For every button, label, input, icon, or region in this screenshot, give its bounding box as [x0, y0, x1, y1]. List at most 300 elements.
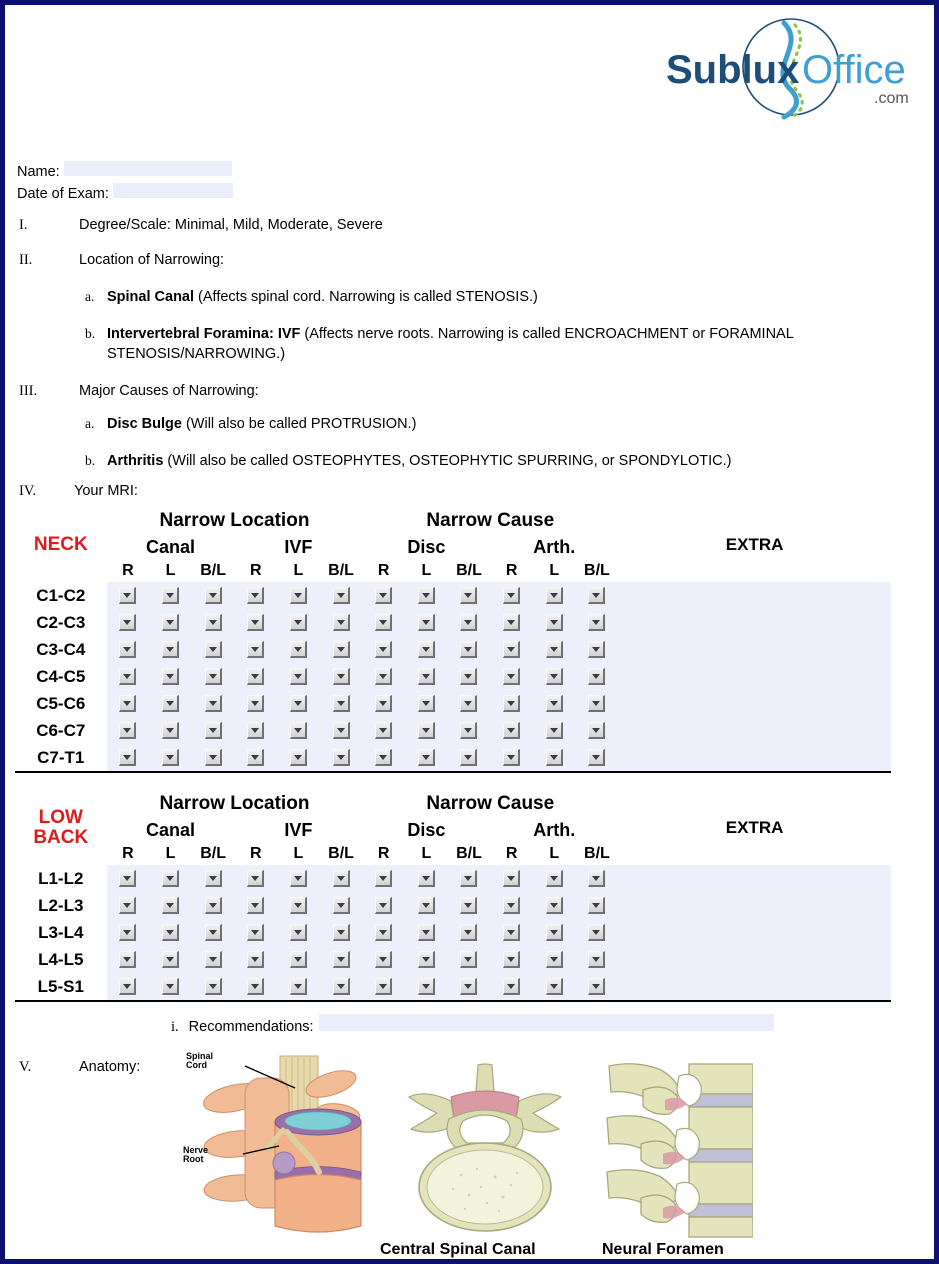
- chevron-down-icon[interactable]: [205, 722, 222, 739]
- chevron-down-icon[interactable]: [162, 951, 179, 968]
- chevron-down-icon[interactable]: [375, 722, 392, 739]
- chevron-down-icon[interactable]: [290, 951, 307, 968]
- chevron-down-icon[interactable]: [375, 695, 392, 712]
- grade-dropdown-cell[interactable]: [576, 744, 619, 772]
- chevron-down-icon[interactable]: [588, 641, 605, 658]
- chevron-down-icon[interactable]: [460, 668, 477, 685]
- grade-dropdown-cell[interactable]: [277, 609, 320, 636]
- grade-dropdown-cell[interactable]: [234, 865, 277, 892]
- chevron-down-icon[interactable]: [333, 978, 350, 995]
- grade-dropdown-cell[interactable]: [405, 663, 448, 690]
- grade-dropdown-cell[interactable]: [192, 865, 235, 892]
- grade-dropdown-cell[interactable]: [277, 892, 320, 919]
- chevron-down-icon[interactable]: [247, 897, 264, 914]
- grade-dropdown-cell[interactable]: [362, 744, 405, 772]
- grade-dropdown-cell[interactable]: [362, 865, 405, 892]
- chevron-down-icon[interactable]: [375, 614, 392, 631]
- grade-dropdown-cell[interactable]: [448, 717, 491, 744]
- grade-dropdown-cell[interactable]: [576, 946, 619, 973]
- chevron-down-icon[interactable]: [375, 978, 392, 995]
- grade-dropdown-cell[interactable]: [362, 582, 405, 609]
- chevron-down-icon[interactable]: [205, 897, 222, 914]
- grade-dropdown-cell[interactable]: [149, 717, 192, 744]
- grade-dropdown-cell[interactable]: [234, 609, 277, 636]
- chevron-down-icon[interactable]: [162, 695, 179, 712]
- chevron-down-icon[interactable]: [460, 978, 477, 995]
- grade-dropdown-cell[interactable]: [320, 919, 363, 946]
- grade-dropdown-cell[interactable]: [149, 636, 192, 663]
- chevron-down-icon[interactable]: [119, 587, 136, 604]
- grade-dropdown-cell[interactable]: [149, 919, 192, 946]
- grade-dropdown-cell[interactable]: [405, 865, 448, 892]
- chevron-down-icon[interactable]: [546, 668, 563, 685]
- grade-dropdown-cell[interactable]: [234, 973, 277, 1001]
- recommendations-input[interactable]: [319, 1014, 774, 1031]
- grade-dropdown-cell[interactable]: [576, 663, 619, 690]
- grade-dropdown-cell[interactable]: [490, 582, 533, 609]
- grade-dropdown-cell[interactable]: [107, 717, 150, 744]
- grade-dropdown-cell[interactable]: [107, 690, 150, 717]
- grade-dropdown-cell[interactable]: [448, 919, 491, 946]
- chevron-down-icon[interactable]: [162, 870, 179, 887]
- grade-dropdown-cell[interactable]: [448, 636, 491, 663]
- chevron-down-icon[interactable]: [247, 587, 264, 604]
- chevron-down-icon[interactable]: [290, 749, 307, 766]
- chevron-down-icon[interactable]: [333, 614, 350, 631]
- chevron-down-icon[interactable]: [247, 614, 264, 631]
- chevron-down-icon[interactable]: [588, 668, 605, 685]
- grade-dropdown-cell[interactable]: [405, 609, 448, 636]
- chevron-down-icon[interactable]: [418, 749, 435, 766]
- chevron-down-icon[interactable]: [418, 924, 435, 941]
- chevron-down-icon[interactable]: [503, 978, 520, 995]
- chevron-down-icon[interactable]: [460, 951, 477, 968]
- grade-dropdown-cell[interactable]: [149, 946, 192, 973]
- grade-dropdown-cell[interactable]: [490, 865, 533, 892]
- chevron-down-icon[interactable]: [588, 749, 605, 766]
- chevron-down-icon[interactable]: [162, 897, 179, 914]
- grade-dropdown-cell[interactable]: [533, 663, 576, 690]
- chevron-down-icon[interactable]: [119, 924, 136, 941]
- grade-dropdown-cell[interactable]: [320, 690, 363, 717]
- chevron-down-icon[interactable]: [460, 641, 477, 658]
- grade-dropdown-cell[interactable]: [320, 717, 363, 744]
- grade-dropdown-cell[interactable]: [490, 690, 533, 717]
- grade-dropdown-cell[interactable]: [490, 636, 533, 663]
- grade-dropdown-cell[interactable]: [576, 865, 619, 892]
- grade-dropdown-cell[interactable]: [107, 582, 150, 609]
- chevron-down-icon[interactable]: [546, 897, 563, 914]
- grade-dropdown-cell[interactable]: [533, 609, 576, 636]
- chevron-down-icon[interactable]: [162, 614, 179, 631]
- grade-dropdown-cell[interactable]: [107, 636, 150, 663]
- grade-dropdown-cell[interactable]: [405, 636, 448, 663]
- chevron-down-icon[interactable]: [503, 641, 520, 658]
- extra-notes-cell[interactable]: [618, 582, 891, 609]
- chevron-down-icon[interactable]: [247, 951, 264, 968]
- chevron-down-icon[interactable]: [162, 749, 179, 766]
- grade-dropdown-cell[interactable]: [277, 636, 320, 663]
- chevron-down-icon[interactable]: [546, 695, 563, 712]
- grade-dropdown-cell[interactable]: [320, 946, 363, 973]
- chevron-down-icon[interactable]: [503, 668, 520, 685]
- chevron-down-icon[interactable]: [503, 924, 520, 941]
- grade-dropdown-cell[interactable]: [192, 946, 235, 973]
- grade-dropdown-cell[interactable]: [277, 690, 320, 717]
- grade-dropdown-cell[interactable]: [405, 973, 448, 1001]
- chevron-down-icon[interactable]: [460, 695, 477, 712]
- chevron-down-icon[interactable]: [162, 668, 179, 685]
- grade-dropdown-cell[interactable]: [192, 717, 235, 744]
- chevron-down-icon[interactable]: [460, 587, 477, 604]
- grade-dropdown-cell[interactable]: [362, 717, 405, 744]
- grade-dropdown-cell[interactable]: [107, 919, 150, 946]
- grade-dropdown-cell[interactable]: [320, 892, 363, 919]
- chevron-down-icon[interactable]: [503, 951, 520, 968]
- grade-dropdown-cell[interactable]: [448, 865, 491, 892]
- grade-dropdown-cell[interactable]: [107, 865, 150, 892]
- chevron-down-icon[interactable]: [119, 749, 136, 766]
- grade-dropdown-cell[interactable]: [490, 973, 533, 1001]
- chevron-down-icon[interactable]: [290, 722, 307, 739]
- chevron-down-icon[interactable]: [418, 695, 435, 712]
- grade-dropdown-cell[interactable]: [448, 663, 491, 690]
- grade-dropdown-cell[interactable]: [362, 663, 405, 690]
- grade-dropdown-cell[interactable]: [277, 919, 320, 946]
- chevron-down-icon[interactable]: [119, 695, 136, 712]
- grade-dropdown-cell[interactable]: [576, 892, 619, 919]
- chevron-down-icon[interactable]: [290, 695, 307, 712]
- grade-dropdown-cell[interactable]: [192, 582, 235, 609]
- chevron-down-icon[interactable]: [418, 870, 435, 887]
- extra-notes-cell[interactable]: [618, 919, 891, 946]
- chevron-down-icon[interactable]: [460, 614, 477, 631]
- extra-notes-cell[interactable]: [618, 663, 891, 690]
- grade-dropdown-cell[interactable]: [277, 717, 320, 744]
- chevron-down-icon[interactable]: [119, 978, 136, 995]
- chevron-down-icon[interactable]: [546, 978, 563, 995]
- grade-dropdown-cell[interactable]: [234, 892, 277, 919]
- grade-dropdown-cell[interactable]: [448, 946, 491, 973]
- grade-dropdown-cell[interactable]: [533, 717, 576, 744]
- grade-dropdown-cell[interactable]: [277, 973, 320, 1001]
- grade-dropdown-cell[interactable]: [107, 892, 150, 919]
- grade-dropdown-cell[interactable]: [149, 973, 192, 1001]
- chevron-down-icon[interactable]: [333, 695, 350, 712]
- chevron-down-icon[interactable]: [333, 951, 350, 968]
- grade-dropdown-cell[interactable]: [234, 636, 277, 663]
- chevron-down-icon[interactable]: [333, 722, 350, 739]
- chevron-down-icon[interactable]: [503, 897, 520, 914]
- chevron-down-icon[interactable]: [290, 668, 307, 685]
- chevron-down-icon[interactable]: [290, 870, 307, 887]
- chevron-down-icon[interactable]: [588, 924, 605, 941]
- chevron-down-icon[interactable]: [333, 924, 350, 941]
- chevron-down-icon[interactable]: [375, 749, 392, 766]
- grade-dropdown-cell[interactable]: [490, 609, 533, 636]
- chevron-down-icon[interactable]: [205, 641, 222, 658]
- chevron-down-icon[interactable]: [247, 641, 264, 658]
- chevron-down-icon[interactable]: [205, 951, 222, 968]
- chevron-down-icon[interactable]: [119, 951, 136, 968]
- chevron-down-icon[interactable]: [375, 668, 392, 685]
- extra-notes-cell[interactable]: [618, 892, 891, 919]
- chevron-down-icon[interactable]: [503, 722, 520, 739]
- extra-notes-cell[interactable]: [618, 865, 891, 892]
- grade-dropdown-cell[interactable]: [277, 663, 320, 690]
- grade-dropdown-cell[interactable]: [277, 582, 320, 609]
- grade-dropdown-cell[interactable]: [234, 919, 277, 946]
- chevron-down-icon[interactable]: [162, 722, 179, 739]
- grade-dropdown-cell[interactable]: [277, 946, 320, 973]
- chevron-down-icon[interactable]: [119, 668, 136, 685]
- grade-dropdown-cell[interactable]: [362, 946, 405, 973]
- grade-dropdown-cell[interactable]: [320, 582, 363, 609]
- grade-dropdown-cell[interactable]: [533, 865, 576, 892]
- grade-dropdown-cell[interactable]: [234, 690, 277, 717]
- chevron-down-icon[interactable]: [418, 951, 435, 968]
- grade-dropdown-cell[interactable]: [320, 744, 363, 772]
- chevron-down-icon[interactable]: [588, 897, 605, 914]
- grade-dropdown-cell[interactable]: [448, 690, 491, 717]
- chevron-down-icon[interactable]: [205, 614, 222, 631]
- chevron-down-icon[interactable]: [290, 587, 307, 604]
- chevron-down-icon[interactable]: [418, 668, 435, 685]
- grade-dropdown-cell[interactable]: [192, 973, 235, 1001]
- chevron-down-icon[interactable]: [375, 897, 392, 914]
- chevron-down-icon[interactable]: [205, 668, 222, 685]
- chevron-down-icon[interactable]: [546, 587, 563, 604]
- chevron-down-icon[interactable]: [588, 614, 605, 631]
- grade-dropdown-cell[interactable]: [234, 717, 277, 744]
- grade-dropdown-cell[interactable]: [490, 919, 533, 946]
- chevron-down-icon[interactable]: [205, 870, 222, 887]
- grade-dropdown-cell[interactable]: [192, 636, 235, 663]
- grade-dropdown-cell[interactable]: [320, 609, 363, 636]
- grade-dropdown-cell[interactable]: [192, 919, 235, 946]
- grade-dropdown-cell[interactable]: [107, 663, 150, 690]
- grade-dropdown-cell[interactable]: [405, 582, 448, 609]
- chevron-down-icon[interactable]: [290, 641, 307, 658]
- chevron-down-icon[interactable]: [418, 897, 435, 914]
- grade-dropdown-cell[interactable]: [234, 744, 277, 772]
- extra-notes-cell[interactable]: [618, 973, 891, 1001]
- grade-dropdown-cell[interactable]: [576, 609, 619, 636]
- chevron-down-icon[interactable]: [333, 870, 350, 887]
- grade-dropdown-cell[interactable]: [533, 946, 576, 973]
- extra-notes-cell[interactable]: [618, 690, 891, 717]
- chevron-down-icon[interactable]: [247, 668, 264, 685]
- grade-dropdown-cell[interactable]: [234, 582, 277, 609]
- grade-dropdown-cell[interactable]: [362, 973, 405, 1001]
- grade-dropdown-cell[interactable]: [149, 582, 192, 609]
- extra-notes-cell[interactable]: [618, 609, 891, 636]
- chevron-down-icon[interactable]: [205, 695, 222, 712]
- grade-dropdown-cell[interactable]: [320, 636, 363, 663]
- grade-dropdown-cell[interactable]: [405, 690, 448, 717]
- chevron-down-icon[interactable]: [375, 587, 392, 604]
- grade-dropdown-cell[interactable]: [149, 865, 192, 892]
- chevron-down-icon[interactable]: [119, 614, 136, 631]
- grade-dropdown-cell[interactable]: [576, 717, 619, 744]
- grade-dropdown-cell[interactable]: [490, 946, 533, 973]
- grade-dropdown-cell[interactable]: [149, 609, 192, 636]
- chevron-down-icon[interactable]: [503, 695, 520, 712]
- extra-notes-cell[interactable]: [618, 636, 891, 663]
- chevron-down-icon[interactable]: [418, 587, 435, 604]
- grade-dropdown-cell[interactable]: [362, 690, 405, 717]
- grade-dropdown-cell[interactable]: [448, 744, 491, 772]
- chevron-down-icon[interactable]: [588, 978, 605, 995]
- grade-dropdown-cell[interactable]: [405, 892, 448, 919]
- grade-dropdown-cell[interactable]: [192, 663, 235, 690]
- grade-dropdown-cell[interactable]: [405, 744, 448, 772]
- chevron-down-icon[interactable]: [205, 924, 222, 941]
- extra-notes-cell[interactable]: [618, 946, 891, 973]
- chevron-down-icon[interactable]: [546, 924, 563, 941]
- chevron-down-icon[interactable]: [333, 749, 350, 766]
- chevron-down-icon[interactable]: [375, 951, 392, 968]
- chevron-down-icon[interactable]: [460, 924, 477, 941]
- chevron-down-icon[interactable]: [503, 614, 520, 631]
- chevron-down-icon[interactable]: [290, 897, 307, 914]
- grade-dropdown-cell[interactable]: [490, 892, 533, 919]
- chevron-down-icon[interactable]: [460, 870, 477, 887]
- chevron-down-icon[interactable]: [247, 870, 264, 887]
- grade-dropdown-cell[interactable]: [490, 744, 533, 772]
- chevron-down-icon[interactable]: [247, 978, 264, 995]
- chevron-down-icon[interactable]: [460, 749, 477, 766]
- chevron-down-icon[interactable]: [290, 614, 307, 631]
- chevron-down-icon[interactable]: [247, 722, 264, 739]
- grade-dropdown-cell[interactable]: [362, 609, 405, 636]
- chevron-down-icon[interactable]: [205, 749, 222, 766]
- chevron-down-icon[interactable]: [546, 614, 563, 631]
- grade-dropdown-cell[interactable]: [192, 744, 235, 772]
- chevron-down-icon[interactable]: [162, 978, 179, 995]
- grade-dropdown-cell[interactable]: [107, 744, 150, 772]
- grade-dropdown-cell[interactable]: [149, 744, 192, 772]
- grade-dropdown-cell[interactable]: [107, 946, 150, 973]
- grade-dropdown-cell[interactable]: [149, 892, 192, 919]
- chevron-down-icon[interactable]: [333, 668, 350, 685]
- grade-dropdown-cell[interactable]: [576, 973, 619, 1001]
- chevron-down-icon[interactable]: [290, 924, 307, 941]
- grade-dropdown-cell[interactable]: [149, 690, 192, 717]
- grade-dropdown-cell[interactable]: [320, 865, 363, 892]
- chevron-down-icon[interactable]: [375, 924, 392, 941]
- grade-dropdown-cell[interactable]: [107, 609, 150, 636]
- chevron-down-icon[interactable]: [119, 722, 136, 739]
- chevron-down-icon[interactable]: [119, 641, 136, 658]
- grade-dropdown-cell[interactable]: [576, 919, 619, 946]
- chevron-down-icon[interactable]: [546, 951, 563, 968]
- grade-dropdown-cell[interactable]: [234, 946, 277, 973]
- chevron-down-icon[interactable]: [290, 978, 307, 995]
- grade-dropdown-cell[interactable]: [533, 636, 576, 663]
- grade-dropdown-cell[interactable]: [533, 690, 576, 717]
- extra-notes-cell[interactable]: [618, 744, 891, 772]
- extra-notes-cell[interactable]: [618, 717, 891, 744]
- chevron-down-icon[interactable]: [162, 587, 179, 604]
- chevron-down-icon[interactable]: [588, 722, 605, 739]
- chevron-down-icon[interactable]: [333, 587, 350, 604]
- grade-dropdown-cell[interactable]: [533, 919, 576, 946]
- chevron-down-icon[interactable]: [460, 897, 477, 914]
- chevron-down-icon[interactable]: [333, 641, 350, 658]
- chevron-down-icon[interactable]: [503, 587, 520, 604]
- grade-dropdown-cell[interactable]: [448, 582, 491, 609]
- grade-dropdown-cell[interactable]: [576, 690, 619, 717]
- grade-dropdown-cell[interactable]: [277, 865, 320, 892]
- grade-dropdown-cell[interactable]: [533, 744, 576, 772]
- chevron-down-icon[interactable]: [588, 587, 605, 604]
- chevron-down-icon[interactable]: [546, 749, 563, 766]
- chevron-down-icon[interactable]: [333, 897, 350, 914]
- grade-dropdown-cell[interactable]: [576, 636, 619, 663]
- grade-dropdown-cell[interactable]: [234, 663, 277, 690]
- grade-dropdown-cell[interactable]: [320, 973, 363, 1001]
- chevron-down-icon[interactable]: [588, 951, 605, 968]
- grade-dropdown-cell[interactable]: [533, 973, 576, 1001]
- chevron-down-icon[interactable]: [247, 924, 264, 941]
- grade-dropdown-cell[interactable]: [149, 663, 192, 690]
- chevron-down-icon[interactable]: [418, 722, 435, 739]
- chevron-down-icon[interactable]: [375, 870, 392, 887]
- chevron-down-icon[interactable]: [546, 641, 563, 658]
- grade-dropdown-cell[interactable]: [533, 892, 576, 919]
- name-input[interactable]: [64, 161, 232, 176]
- chevron-down-icon[interactable]: [119, 897, 136, 914]
- chevron-down-icon[interactable]: [546, 870, 563, 887]
- chevron-down-icon[interactable]: [503, 870, 520, 887]
- chevron-down-icon[interactable]: [162, 924, 179, 941]
- grade-dropdown-cell[interactable]: [107, 973, 150, 1001]
- grade-dropdown-cell[interactable]: [490, 663, 533, 690]
- chevron-down-icon[interactable]: [418, 641, 435, 658]
- grade-dropdown-cell[interactable]: [405, 946, 448, 973]
- chevron-down-icon[interactable]: [588, 870, 605, 887]
- grade-dropdown-cell[interactable]: [533, 582, 576, 609]
- grade-dropdown-cell[interactable]: [405, 919, 448, 946]
- chevron-down-icon[interactable]: [205, 587, 222, 604]
- chevron-down-icon[interactable]: [418, 614, 435, 631]
- grade-dropdown-cell[interactable]: [277, 744, 320, 772]
- grade-dropdown-cell[interactable]: [320, 663, 363, 690]
- date-of-exam-input[interactable]: [113, 183, 233, 198]
- chevron-down-icon[interactable]: [247, 749, 264, 766]
- grade-dropdown-cell[interactable]: [362, 919, 405, 946]
- grade-dropdown-cell[interactable]: [448, 892, 491, 919]
- grade-dropdown-cell[interactable]: [362, 892, 405, 919]
- grade-dropdown-cell[interactable]: [192, 609, 235, 636]
- chevron-down-icon[interactable]: [418, 978, 435, 995]
- chevron-down-icon[interactable]: [247, 695, 264, 712]
- grade-dropdown-cell[interactable]: [192, 892, 235, 919]
- grade-dropdown-cell[interactable]: [405, 717, 448, 744]
- grade-dropdown-cell[interactable]: [448, 973, 491, 1001]
- grade-dropdown-cell[interactable]: [362, 636, 405, 663]
- chevron-down-icon[interactable]: [375, 641, 392, 658]
- grade-dropdown-cell[interactable]: [448, 609, 491, 636]
- chevron-down-icon[interactable]: [588, 695, 605, 712]
- grade-dropdown-cell[interactable]: [576, 582, 619, 609]
- chevron-down-icon[interactable]: [119, 870, 136, 887]
- chevron-down-icon[interactable]: [546, 722, 563, 739]
- chevron-down-icon[interactable]: [503, 749, 520, 766]
- chevron-down-icon[interactable]: [205, 978, 222, 995]
- chevron-down-icon[interactable]: [162, 641, 179, 658]
